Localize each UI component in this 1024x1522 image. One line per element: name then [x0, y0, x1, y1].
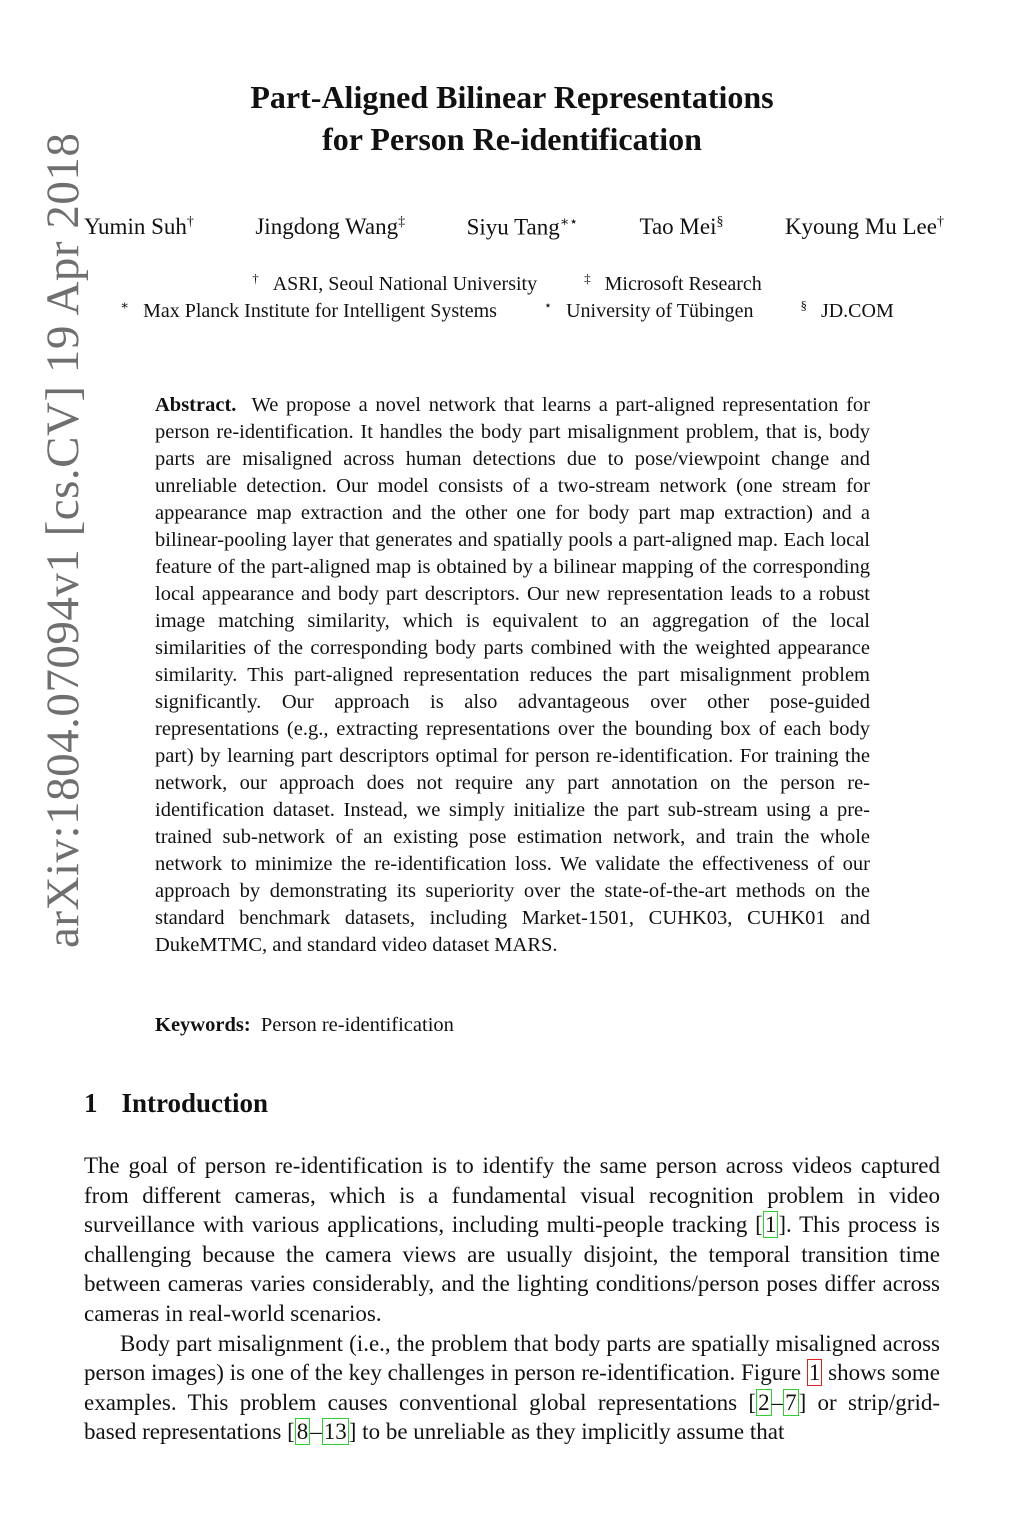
paragraph: Body part misalignment (i.e., the problem that body parts are spatially misaligned across person images) is one of the key challenges in person re-identification. Figure 1 shows some examples. This problem causes conventional global representations [2–7] or strip/grid-based representations [8–13] to be unreliable as they implicitly assume that: [84, 1330, 941, 1445]
author: Jingdong Wang‡: [255, 214, 406, 239]
author-list: [84, 214, 944, 241]
keywords-text: Person re-identification: [260, 1014, 454, 1036]
affiliations-line-2: [84, 297, 944, 323]
author: Kyoung Mu Lee†: [784, 214, 944, 239]
citation-link[interactable]: 7: [785, 1389, 797, 1415]
paper-title: [0, 76, 1024, 160]
citation-link[interactable]: 2: [758, 1389, 770, 1415]
citation-link[interactable]: 8: [296, 1419, 309, 1445]
abstract-text: We propose a novel network that learns a part-aligned representation for person re-identification. It handles the body part misalignment problem, that is, body parts are misaligned across human detections due to pose/viewpoint change and unreliable detection. Our model consists of a two-stream network (one stream for appearance map extraction and the other one for body part map extraction) and a bilinear-pooling layer that generates and spatially pools a part-aligned map. Each local feature of the part-aligned map is obtained by a bilinear mapping of the corresponding local appearance and body part descriptors. Our new representation leads to a robust image matching similarity, which is equivalent to an aggregation of the local similarities of the corresponding body parts combined with the weighted appearance similarity. This part-aligned representation reduces the part misalignment problem significantly. Our approach is also advantageous over other pose-guided representations (e.g., extracting representations over the bounding box of each body part) by learning part descriptors optimal for person re-identification. For training the network, our approach does not require any part annotation on the person re-identification dataset. Instead, we simply initialize the part sub-stream using a pre-trained sub-network of an existing pose estimation network, and train the whole network to minimize the re-identification loss. We validate the effectiveness of our approach by demonstrating its superiority over the state-of-the-art methods on the standard benchmark datasets, including Market-1501, CUHK03, CUHK01 and DukeMTMC, and standard video dataset MARS.: [155, 394, 870, 956]
affiliations-line-1: [84, 270, 944, 296]
abstract: [155, 392, 870, 959]
section-heading: [84, 1088, 268, 1119]
affiliation: § JD.COM: [800, 297, 894, 322]
arxiv-identifier-stamp: arXiv:1804.07094v1 [cs.CV] 19 Apr 2018: [37, 132, 89, 948]
title-line-2: for Person Re-identification: [322, 121, 702, 157]
title-line-1: Part-Aligned Bilinear Representations: [250, 79, 774, 115]
keywords: [155, 1014, 454, 1037]
figure-reference-link[interactable]: 1: [808, 1360, 821, 1386]
introduction-body: [84, 1151, 940, 1447]
author: Tao Mei§: [639, 214, 724, 239]
abstract-label: Abstract.: [155, 394, 237, 416]
affiliation: ⋆ University of Tübingen: [543, 297, 754, 322]
keywords-label: Keywords:: [155, 1014, 251, 1036]
author: Yumin Suh†: [84, 214, 194, 239]
citation-link[interactable]: 13: [323, 1419, 347, 1445]
author: Siyu Tang∗⋆: [466, 214, 579, 240]
affiliation: † ASRI, Seoul National University: [252, 270, 538, 295]
citation-link[interactable]: 1: [764, 1212, 777, 1238]
affiliation: ∗ Max Planck Institute for Intelligent Systems: [120, 297, 497, 322]
affiliation: ‡ Microsoft Research: [584, 270, 762, 295]
section-number: 1: [84, 1088, 98, 1118]
section-title: Introduction: [121, 1088, 269, 1118]
paragraph: The goal of person re-identification is to identify the same person across videos captured from different cameras, which is a fundamental visual recognition problem in video surveillance with various applications, including multi-people tracking [1]. This process is challenging because the camera views are usually disjoint, the temporal transition time between cameras varies considerably, and the lighting conditions/person poses differ across cameras in real-world scenarios.: [84, 1153, 940, 1326]
